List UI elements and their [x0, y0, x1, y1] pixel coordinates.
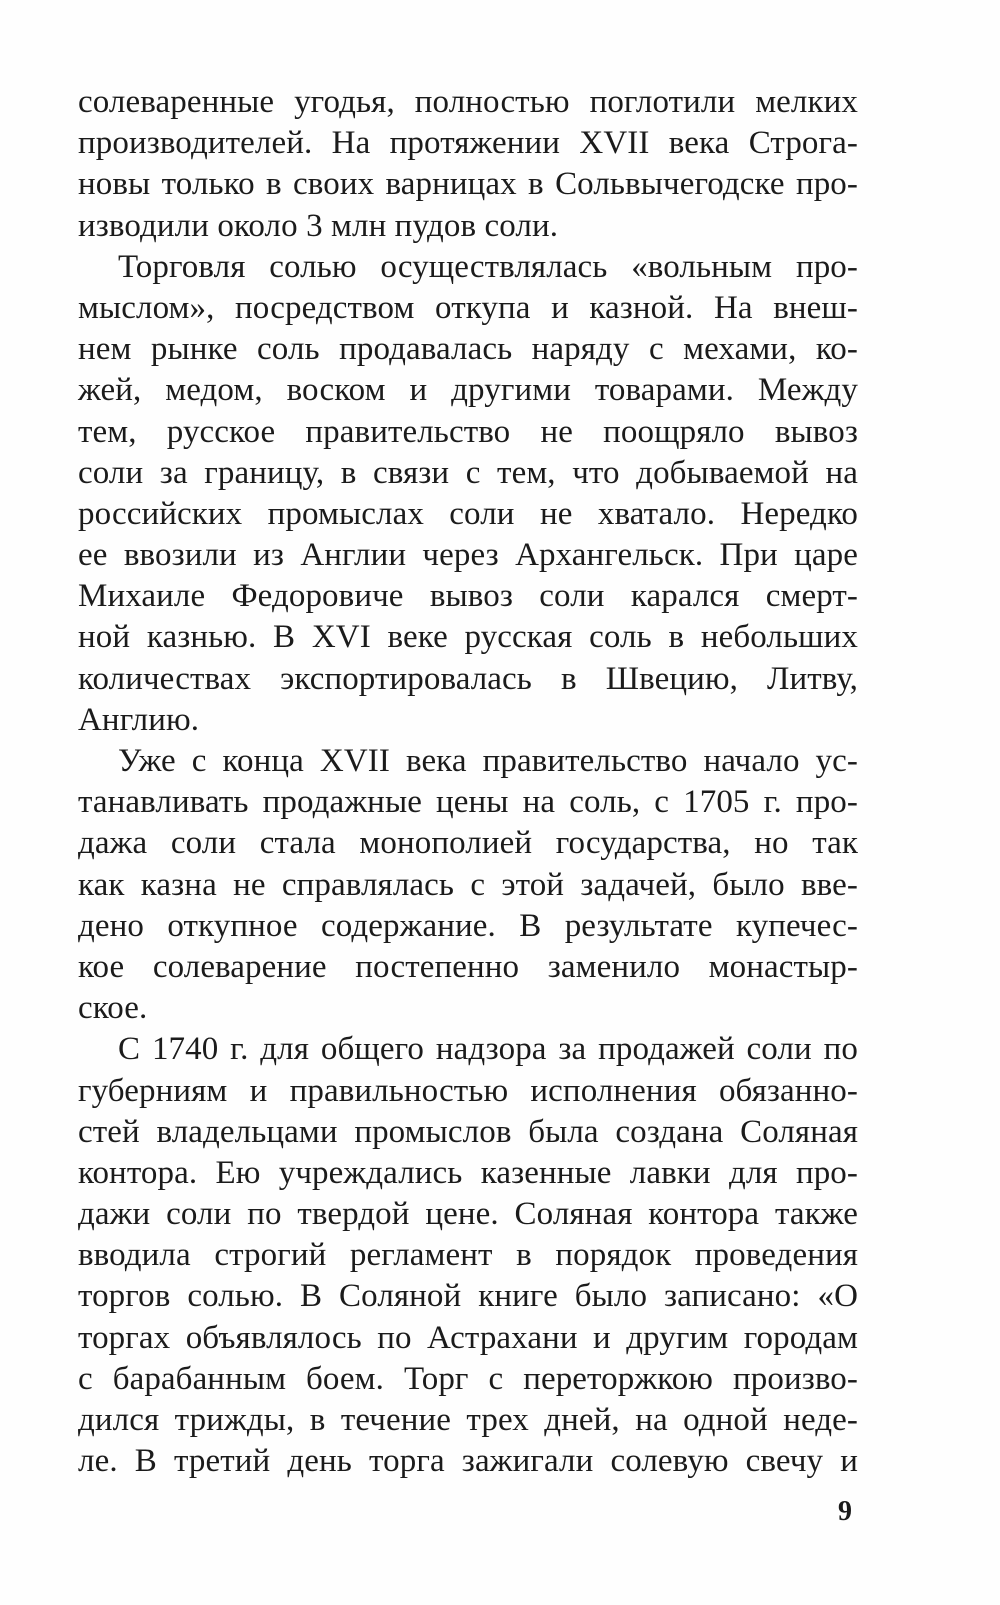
text-line: мыслом», посредством откупа и казной. На внеш-: [78, 289, 858, 326]
text-line: С 1740 г. для общего надзора за продажей соли по: [118, 1031, 858, 1068]
text-line: производителей. На протяжении XVII века Строга-: [78, 125, 858, 162]
text-line: контора. Ею учреждались казенные лавки для про-: [78, 1154, 858, 1191]
text-line: с барабанным боем. Торг с переторжкою произво-: [78, 1360, 858, 1397]
text-line: жей, медом, воском и другими товарами. Между: [78, 372, 858, 409]
text-line: торгов солью. В Соляной книге было записано: «О: [78, 1278, 858, 1315]
text-line: тем, русское правительство не поощряло вывоз: [78, 413, 858, 450]
text-line: торгах объявлялось по Астрахани и другим городам: [78, 1319, 858, 1356]
text-line: ной казнью. В XVI веке русская соль в небольших: [78, 619, 858, 656]
text-line: Михаиле Федоровиче вывоз соли карался смерт-: [78, 578, 858, 615]
text-line: Англию.: [78, 701, 200, 738]
text-line: губерниям и правильностью исполнения обязанно-: [78, 1072, 858, 1109]
text-line: ское.: [78, 990, 148, 1027]
text-line: нем рынке соль продавалась наряду с мехами, ко-: [78, 331, 858, 368]
text-line: российских промыслах соли не хватало. Нередко: [78, 495, 858, 532]
text-line: количествах экспортировалась в Швецию, Литву,: [78, 660, 858, 697]
text-line: дажа соли стала монополией государства, но так: [78, 825, 858, 862]
text-line: вводила строгий регламент в порядок проведения: [78, 1237, 858, 1274]
text-line: Уже с конца XVII века правительство начало ус-: [118, 743, 858, 779]
text-line: ее ввозили из Англии через Архангельск. При царе: [78, 537, 858, 574]
text-line: солеваренные угодья, полностью поглотили мелких: [78, 84, 858, 120]
text-line: Торговля солью осуществлялась «вольным про-: [118, 248, 858, 285]
text-line: как казна не справлялась с этой задачей, было вве-: [78, 866, 858, 903]
text-line: дено откупное содержание. В результате купечес-: [78, 907, 858, 944]
text-line: дажи соли по твердой цене. Соляная контора также: [78, 1196, 858, 1233]
text-line: кое солеварение постепенно заменило монастыр-: [78, 948, 858, 985]
text-line: ле. В третий день торга зажигали солевую свечу и: [78, 1443, 858, 1480]
text-line: изводили около 3 млн пудов соли.: [78, 207, 559, 244]
text-line: соли за границу, в связи с тем, что добываемой на: [78, 454, 858, 491]
text-line: новы только в своих варницах в Сольвычегодске про-: [78, 166, 858, 203]
body-text: [78, 82, 858, 1482]
text-line: дился трижды, в течение трех дней, на одной неде-: [78, 1402, 858, 1438]
text-line: стей владельцами промыслов была создана Соляная: [78, 1113, 858, 1150]
text-line: танавливать продажные цены на соль, с 1705 г. про-: [78, 784, 858, 821]
page-number: 9: [838, 1496, 852, 1527]
